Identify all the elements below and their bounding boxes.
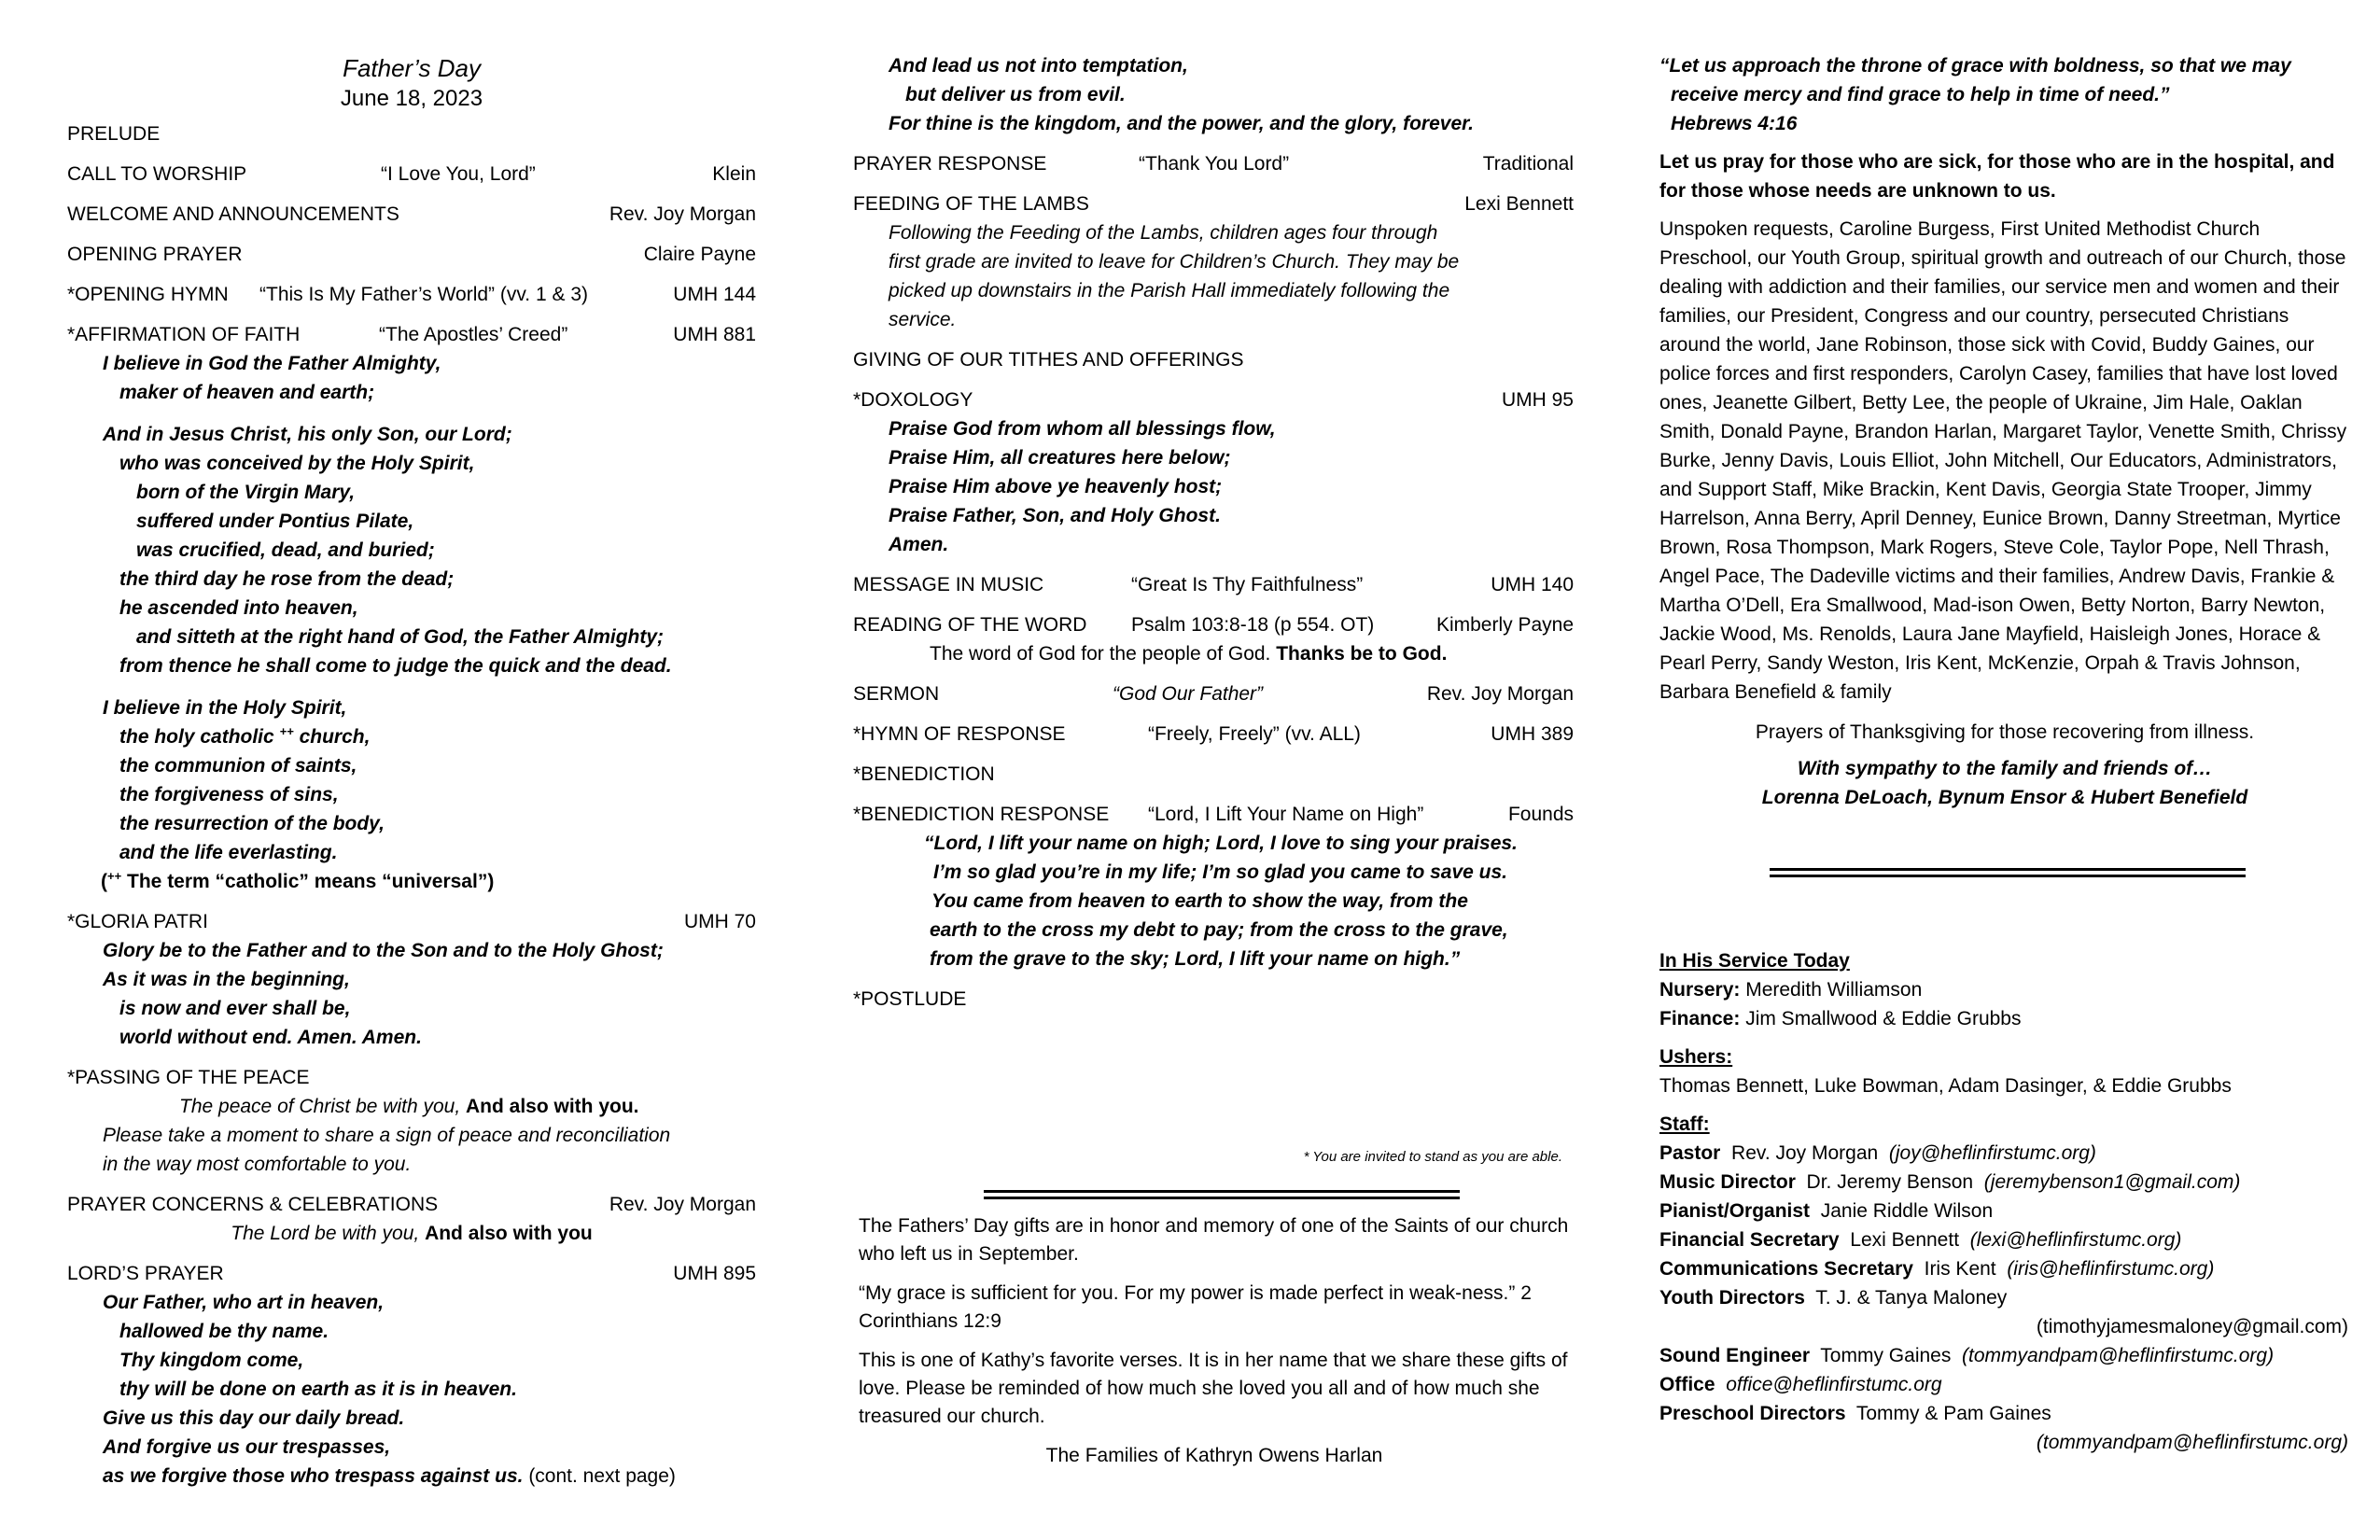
divider-double — [984, 1190, 1460, 1199]
gloria-text: Glory be to the Father and to the Son and to the Holy Ghost; As it was in the beginning, is now and ever shall be, world without end. Amen. Amen. — [103, 940, 664, 1048]
opening-hymn: *OPENING HYMN “This Is My Father’s World” (vv. 1 & 3) UMH 144 — [67, 284, 756, 305]
passing-of-peace: *PASSING OF THE PEACE — [67, 1067, 310, 1088]
creed-footnote: (++ The term “catholic” means “universal”) — [101, 869, 495, 892]
sermon: SERMON “God Our Father” Rev. Joy Morgan — [853, 683, 1574, 705]
creed-part-3: I believe in the Holy Spirit, the holy catholic ++ church, the communion of saints, the forgiveness of sins, the resurrection of the body, and the life everlasting. — [103, 697, 385, 863]
service-date: June 18, 2023 — [340, 86, 483, 111]
sympathy-line-2: Lorenna DeLoach, Bynum Ensor & Hubert Benefield — [1761, 787, 2248, 808]
gloria-patri: *GLORIA PATRI UMH 70 — [67, 911, 756, 932]
message-in-music: MESSAGE IN MUSIC “Great Is Thy Faithfulness” UMH 140 — [853, 574, 1574, 595]
benediction-response: *BENEDICTION RESPONSE “Lord, I Lift Your Name on High” Founds — [853, 804, 1574, 825]
peace-text: The peace of Christ be with you, And also with you. Please take a moment to share a sign of peace and reconciliation in the way most comfortable to you. — [103, 1096, 671, 1175]
stand-note: * You are invited to stand as you are able. — [1303, 1149, 1562, 1165]
feeding-text: Following the Feeding of the Lambs, children ages four through first grade are invited to leave for Children’s Church. They may be picked up downstairs in the Parish Hall immediately following the service. — [889, 222, 1460, 330]
concerns-response: The Lord be with you, And also with you — [231, 1223, 593, 1244]
doxology: *DOXOLOGY UMH 95 — [853, 389, 1574, 411]
staff-row: Pianist/Organist Janie Riddle Wilson — [1659, 1200, 1994, 1222]
divider-double-right — [1770, 868, 2246, 877]
youth-email: (timothyjamesmaloney@gmail.com) — [2036, 1316, 2348, 1337]
lords-prayer-end: And lead us not into temptation, but deliver us from evil. For thine is the kingdom, and the power, and the glory, forever. — [889, 55, 1474, 134]
preschool-email: (tommyandpam@heflinfirstumc.org) — [2036, 1432, 2348, 1453]
creed-part-2: And in Jesus Christ, his only Son, our Lord; who was conceived by the Holy Spirit, born of the Virgin Mary, suffered under Pontius Pilate, was crucified, dead, and buried; the third day he rose from the dead; he ascended into heaven, and sitteth at the right hand of God, the Father Almighty; from thence he shall come to judge the quick and the dead. — [103, 424, 672, 677]
staff-row: Music Director Dr. Jeremy Benson (jeremybenson1@gmail.com) — [1659, 1171, 2241, 1193]
prayer-requests: Unspoken requests, Caroline Burgess, First United Methodist Church Preschool, our Youth Group, spiritual growth and outreach of our Church, those dealing with addiction and their families, our service men and women and their families, our President, Congress and our country, persecuted Christians around the world, Jane Robinson, those sick with Covid, Buddy Gaines, our police forces and first responders, Carolyn Casey, families that have lost loved ones, Jeanette Gilbert, Betty Lee, the people of Ukraine, Jim Hale, Oaklan Smith, Donald Payne, Brandon Harlan, Margaret Taylor, Venette Smith, Chrissy Burke, Jenny Davis, Louis Elliot, John Mitchell, Our Educators, Administrators, and Support Staff, Mike Brackin, Kent Davis, Georgia State Trooper, Jimmy Harrelson, Anna Berry, April Denney, Eunice Brown, Danny Streetman, Myrtice Brown, Rosa Thompson, Mark Rogers, Steve Cole, Taylor Pope, Nell Thrash, Angel Pace, The Dadeville victims and their families, Andrew Davis, Frankie & Martha O’Dell, Era Smallwood, Mad-ison Owen, Betty Norton, Barry Newton, Jackie Wood, Ms. Renolds, Laura Jane Mayfield, Haisleigh Jones, Horace & Pearl Perry, Sandy Weston, Iris Kent, McKenzie, Orpah & Travis Johnson, Barbara Benefield & family — [1659, 218, 2347, 703]
staff-row: Communications Secretary Iris Kent (iris@heflinfirstumc.org) — [1659, 1258, 2215, 1280]
welcome: WELCOME AND ANNOUNCEMENTS Rev. Joy Morgan — [67, 203, 756, 225]
hymn-of-response: *HYMN OF RESPONSE “Freely, Freely” (vv. ALL) UMH 389 — [853, 723, 1574, 745]
column-order-continued — [853, 0, 1574, 1470]
postlude: *POSTLUDE — [853, 988, 967, 1010]
staff-row: Financial Secretary Lexi Bennett (lexi@heflinfirstumc.org) — [1659, 1229, 2182, 1251]
staff-row: Sound Engineer Tommy Gaines (tommyandpam@heflinfirstumc.org) — [1659, 1345, 2275, 1366]
column-prayer-and-staff — [1659, 0, 2350, 1457]
staff-list — [1659, 1139, 2350, 1457]
gift-notice: The Fathers’ Day gifts are in honor and memory of one of the Saints of our church who left us in September. “My grace is sufficient for you. For my power is made perfect in weak-ness.” 2 Corinthians 12:9 This is one of Kathy’s favorite verses. It is in her name that we share these gifts of love. Please be reminded of how much she loved you all and of how much she treasured our church. The Families of Kathryn Owens Harlan — [859, 1215, 1569, 1466]
feeding-of-lambs: FEEDING OF THE LAMBS Lexi Bennett — [853, 193, 1574, 215]
sympathy-line-1: With sympathy to the family and friends of… — [1797, 758, 2213, 779]
lords-prayer-text: Our Father, who art in heaven, hallowed be thy name. Thy kingdom come, thy will be done on earth as it is in heaven. Give us this day our daily bread. And forgive us our trespasses, as we forgive those who trespass against us. (cont. next page) — [103, 1292, 676, 1487]
reading-response: The word of God for the people of God. Thanks be to God. — [930, 643, 1448, 665]
thanksgiving: Prayers of Thanksgiving for those recovering from illness. — [1755, 721, 2255, 743]
staff-row: Youth Directors T. J. & Tanya Maloney — [1659, 1287, 2008, 1309]
prelude: PRELUDE — [67, 123, 161, 145]
benediction: *BENEDICTION — [853, 763, 995, 785]
staff-row: Office office@heflinfirstumc.org — [1659, 1374, 1942, 1395]
finance: Finance: Jim Smallwood & Eddie Grubbs — [1659, 1008, 2022, 1029]
service-title: Father’s Day — [343, 54, 481, 82]
staff-row: Preschool Directors Tommy & Pam Gaines — [1659, 1403, 2051, 1424]
affirmation-of-faith: *AFFIRMATION OF FAITH “The Apostles’ Creed” UMH 881 — [67, 324, 756, 345]
reading-of-word: READING OF THE WORD Psalm 103:8-18 (p 554. OT) Kimberly Payne — [853, 614, 1574, 636]
lords-prayer: LORD’S PRAYER UMH 895 — [67, 1263, 756, 1284]
opening-prayer: OPENING PRAYER Claire Payne — [67, 244, 756, 265]
prayer-response: PRAYER RESPONSE “Thank You Lord” Traditional — [853, 153, 1574, 175]
hebrews-verse: “Let us approach the throne of grace with boldness, so that we may receive mercy and find grace to help in time of need.” Hebrews 4:16 — [1659, 55, 2291, 134]
creed-part-1: I believe in God the Father Almighty, maker of heaven and earth; — [103, 353, 441, 403]
nursery: Nursery: Meredith Williamson — [1659, 979, 1923, 1001]
prayer-concerns: PRAYER CONCERNS & CELEBRATIONS Rev. Joy Morgan — [67, 1194, 756, 1215]
column-order-of-worship — [67, 0, 756, 1491]
staff-row: Pastor Rev. Joy Morgan (joy@heflinfirstumc.org) — [1659, 1142, 2096, 1164]
benediction-lyrics: “Lord, I lift your name on high; Lord, I love to sing your praises. I’m so glad you’re in my life; I’m so glad you came to save us. You came from heaven to earth to show the way, from the earth to the cross my debt to pay; from the cross to the grave, from the grave to the sky; Lord, I lift your name on high.” — [924, 833, 1518, 970]
call-to-worship: CALL TO WORSHIP “I Love You, Lord” Klein — [67, 163, 756, 185]
ushers-heading: Ushers: — [1659, 1046, 1733, 1068]
service-heading: In His Service Today — [1659, 950, 1850, 972]
ushers: Thomas Bennett, Luke Bowman, Adam Dasinger, & Eddie Grubbs — [1659, 1075, 2232, 1097]
doxology-text: Praise God from whom all blessings flow, Praise Him, all creatures here below; Praise Him above ye heavenly host; Praise Father, Son, and Holy Ghost. Amen. — [889, 418, 1276, 555]
staff-heading: Staff: — [1659, 1113, 1710, 1135]
giving: GIVING OF OUR TITHES AND OFFERINGS — [853, 349, 1244, 371]
prayer-intro: Let us pray for those who are sick, for those who are in the hospital, and for those whose needs are unknown to us. — [1659, 151, 2335, 202]
